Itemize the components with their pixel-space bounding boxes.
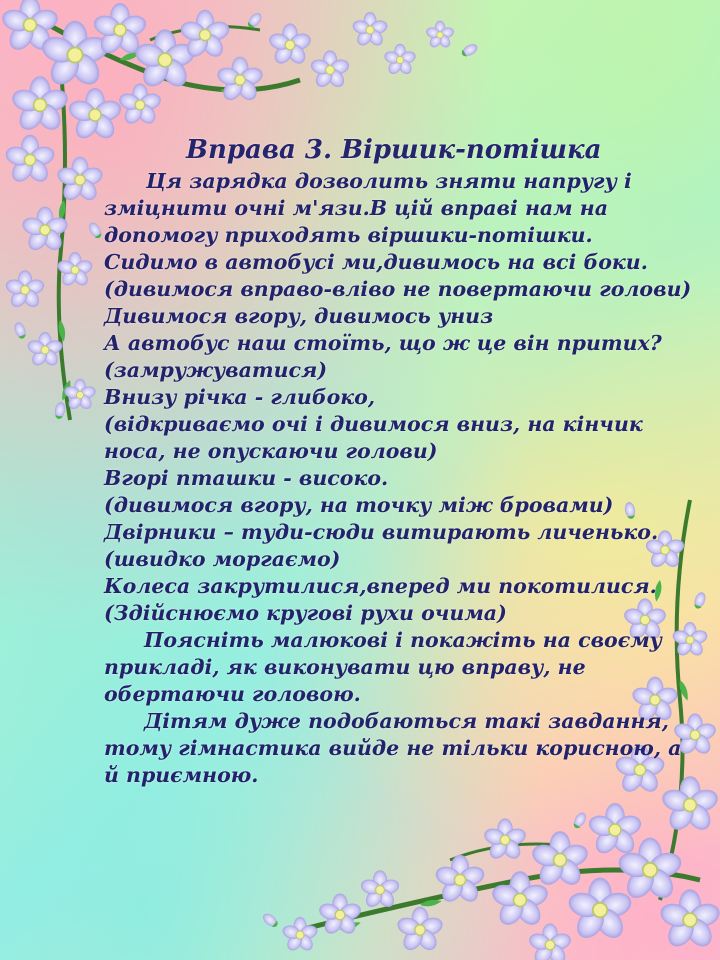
text-line: Поясніть малюкові і покажіть на своєму (144, 628, 662, 652)
text-line: зміцнити очні м'язи.В цій вправі нам на (104, 196, 609, 220)
text-line: прикладі, як виконувати цю вправу, не (104, 655, 586, 679)
text-line: (дивимося вправо-вліво не повертаючи голови) (104, 277, 692, 301)
text-line: Вгорі пташки - високо. (104, 466, 389, 490)
text-line: А автобус наш стоїть, що ж це він притих? (104, 331, 662, 355)
page-title: Вправа 3. Віршик-потішка (186, 135, 602, 165)
text-line: Внизу річка - глибоко, (104, 385, 375, 409)
text-line: Дітям дуже подобаються такі завдання, (144, 709, 669, 733)
text-line: (замружуватися) (104, 358, 328, 382)
text-line: тому гімнастика вийде не тільки корисною, а (104, 736, 682, 760)
text-line: Ця зарядка дозволить зняти напругу і (146, 169, 632, 193)
text-line: (швидко моргаємо) (104, 547, 341, 571)
text-line: Колеса закрутилися,вперед ми покотилися. (104, 574, 657, 598)
text-line: й приємною. (104, 763, 259, 787)
text-line: носа, не опускаючи голови) (104, 439, 438, 463)
text-line: Двірники – туди-сюди витирають личенько. (104, 520, 659, 544)
text-line: (Здійснюємо кругові рухи очима) (104, 601, 507, 625)
text-line: Сидимо в автобусі ми,дивимось на всі боки. (104, 250, 648, 274)
text-line: (відкриваємо очі і дивимося вниз, на кінчик (104, 412, 643, 436)
text-line: допомогу приходять віршики-потішки. (104, 223, 593, 247)
text-line: обертаючи головою. (104, 682, 361, 706)
exercise-text (104, 134, 694, 789)
text-line: Дивимося вгору, дивимось униз (104, 304, 494, 328)
text-line: (дивимося вгору, на точку між бровами) (104, 493, 614, 517)
